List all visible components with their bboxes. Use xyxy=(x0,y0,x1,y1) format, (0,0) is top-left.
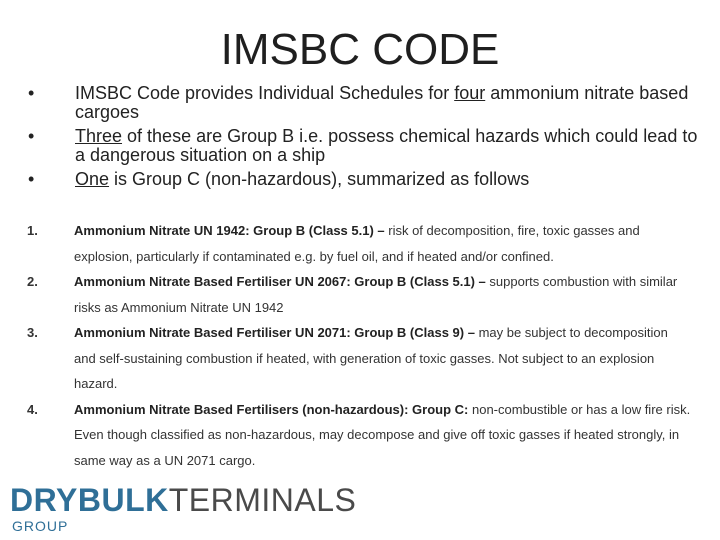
item-heading: Ammonium Nitrate Based Fertiliser UN 2071: Group B (Class 9) – xyxy=(74,325,475,340)
logo-wordmark xyxy=(10,482,356,518)
cargo-schedule-item xyxy=(27,320,692,397)
item-text: may be subject to decomposition and self-sustaining combustion if heated, with generation of toxic gasses. Not subject to an explosion hazard. xyxy=(74,325,668,391)
item-heading: Ammonium Nitrate UN 1942: Group B (Class 5.1) – xyxy=(74,223,385,238)
logo-light-text: TERMINALS xyxy=(168,482,357,518)
bullet-text-post: is Group C (non-hazardous), summarized as follows xyxy=(109,169,530,189)
bullet-marker: • xyxy=(28,83,35,103)
bullet-list xyxy=(26,84,706,194)
cargo-schedule-list xyxy=(27,218,692,473)
bullet-item xyxy=(26,84,706,122)
item-number: 2. xyxy=(27,274,38,289)
company-logo xyxy=(10,482,356,534)
slide-title: IMSBC CODE xyxy=(220,25,500,74)
cargo-schedule-item xyxy=(27,269,692,320)
bullet-emphasis: One xyxy=(75,169,110,189)
item-heading: Ammonium Nitrate Based Fertiliser UN 2067: Group B (Class 5.1) – xyxy=(74,274,486,289)
item-text: non-combustible or has a low fire risk. Even though classified as non-hazardous, may decompose and give off toxic gasses if heated strongly, in same way as a UN 2071 cargo. xyxy=(74,401,691,468)
item-number: 1. xyxy=(27,223,38,238)
bullet-item xyxy=(26,127,706,165)
bullet-item xyxy=(26,170,706,189)
bullet-marker: • xyxy=(28,169,35,189)
item-number: 4. xyxy=(27,401,38,417)
item-number: 3. xyxy=(27,325,38,340)
logo-bold-text: DRYBULK xyxy=(10,482,169,518)
cargo-schedule-item xyxy=(27,218,692,269)
logo-subtitle: GROUP xyxy=(12,518,69,534)
bullet-marker: • xyxy=(28,126,35,146)
cargo-schedule-item xyxy=(27,397,692,474)
bullet-emphasis: Three xyxy=(75,126,123,146)
item-text: supports combustion with similar risks as Ammonium Nitrate UN 1942 xyxy=(74,274,678,315)
bullet-text-post: of these are Group B i.e. possess chemical hazards which could lead to a dangerous situation on a ship xyxy=(75,126,698,165)
item-text: risk of decomposition, fire, toxic gasses and explosion, particularly if contaminated e.g. by fuel oil, and if heated and/or confined. xyxy=(74,223,640,264)
bullet-text-post: ammonium nitrate based cargoes xyxy=(75,83,689,122)
bullet-emphasis: four xyxy=(454,83,486,103)
bullet-text-pre: IMSBC Code provides Individual Schedules for xyxy=(75,83,455,103)
item-heading: Ammonium Nitrate Based Fertilisers (non-hazardous): Group C: xyxy=(74,401,469,417)
